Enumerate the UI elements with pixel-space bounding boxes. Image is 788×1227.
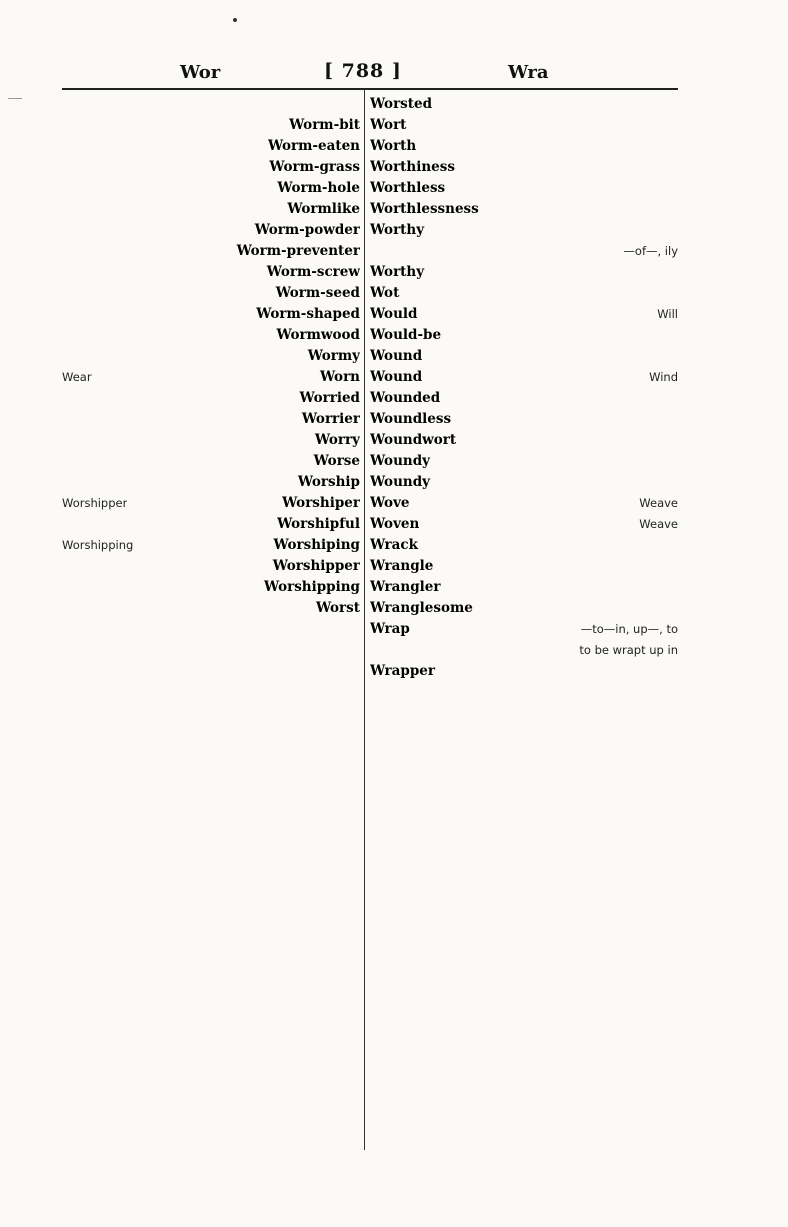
- headword: Worse: [313, 453, 360, 469]
- dictionary-entry: [370, 663, 678, 680]
- dictionary-entry: [370, 474, 678, 491]
- headword: Would: [370, 306, 418, 322]
- dictionary-entry: [62, 390, 360, 407]
- entry-headline: [62, 117, 360, 134]
- dictionary-entry: [62, 285, 360, 302]
- dictionary-entry: [370, 180, 678, 197]
- headword: Worthlessness: [370, 201, 479, 217]
- dictionary-entry: [62, 453, 360, 470]
- dictionary-entry: [62, 474, 360, 491]
- headword: Wound: [370, 348, 423, 364]
- page-header: [62, 58, 678, 86]
- headword: Wot: [370, 285, 400, 301]
- headword: Wrangle: [370, 558, 434, 574]
- dictionary-entry: [62, 516, 360, 533]
- entry-headline: [370, 138, 678, 155]
- entry-headline: [370, 642, 678, 659]
- dictionary-entry: [370, 411, 678, 428]
- headword: Worm-screw: [266, 264, 360, 280]
- entry-headline: [370, 474, 678, 491]
- headword: Worrier: [301, 411, 360, 427]
- headword: Worshiper: [282, 495, 360, 511]
- headword: Worshipping: [264, 579, 360, 595]
- page-number: [ 788 ]: [324, 60, 402, 82]
- dictionary-entry: [62, 180, 360, 197]
- dictionary-entry: [370, 600, 678, 617]
- entry-headline: [370, 411, 678, 428]
- entry-headline: [370, 243, 678, 260]
- headword: Woven: [370, 516, 420, 532]
- entry-headline: [370, 159, 678, 176]
- entry-headline: [62, 327, 360, 344]
- headword: Wounded: [370, 390, 441, 406]
- headword: Wranglesome: [370, 600, 473, 616]
- entry-headline: [62, 579, 360, 596]
- headword: Wormlike: [287, 201, 360, 217]
- headword: Worm-hole: [277, 180, 360, 196]
- dictionary-entry: [370, 243, 678, 260]
- dictionary-entry: [370, 264, 678, 281]
- definition-fragment: Worshipper: [62, 496, 128, 510]
- entry-headline: [62, 537, 360, 554]
- entry-headline: [62, 243, 360, 260]
- headword: Woundy: [370, 474, 430, 490]
- dictionary-entry: [62, 306, 360, 323]
- entry-headline: [62, 495, 360, 512]
- dictionary-entry: [62, 96, 360, 113]
- entry-headline: [370, 201, 678, 218]
- entry-headline: [370, 390, 678, 407]
- definition-fragment: to—in, up—, to—: [580, 622, 678, 636]
- right-column: [370, 96, 678, 1158]
- dictionary-entry: [370, 201, 678, 218]
- dictionary-entry: [62, 159, 360, 176]
- entry-headline: [370, 180, 678, 197]
- entry-headline: [62, 96, 360, 113]
- dictionary-entry: [62, 411, 360, 428]
- header-left-word: Wor: [180, 62, 221, 83]
- entry-headline: [370, 117, 678, 134]
- dictionary-entry: [62, 117, 360, 134]
- headword: Worshipful: [277, 516, 360, 532]
- headword: Worst: [315, 600, 360, 616]
- headword: Wove: [370, 495, 410, 511]
- dictionary-entry: [370, 642, 678, 659]
- entry-headline: [62, 558, 360, 575]
- definition-fragment: Wear: [62, 370, 92, 384]
- headword: Worm-bit: [289, 117, 360, 133]
- headword: Worm-seed: [275, 285, 360, 301]
- headword: Woundy: [370, 453, 430, 469]
- headword: Worthiness: [370, 159, 455, 175]
- dictionary-entry: [370, 579, 678, 596]
- headword: Wrack: [370, 537, 418, 553]
- entry-headline: [62, 453, 360, 470]
- dictionary-entry: [370, 516, 678, 533]
- headword: Worm-preventer: [236, 243, 360, 259]
- headword: Worshiping: [273, 537, 360, 553]
- dictionary-entry: [370, 138, 678, 155]
- entry-headline: [370, 96, 678, 113]
- entry-headline: [62, 201, 360, 218]
- headword: Worm-shaped: [256, 306, 360, 322]
- definition-fragment: of—, ily—: [623, 244, 678, 258]
- dictionary-entry: [62, 348, 360, 365]
- headword: Worth: [370, 138, 417, 154]
- entry-headline: [62, 600, 360, 617]
- headword: Wound: [370, 369, 423, 385]
- definition-fragment: Worshipping: [62, 538, 134, 552]
- entry-headline: [62, 516, 360, 533]
- dictionary-entry: [62, 201, 360, 218]
- headword: Worship: [297, 474, 360, 490]
- definition-fragment: Weave: [639, 496, 678, 510]
- dictionary-entry: [62, 579, 360, 596]
- entry-headline: [62, 474, 360, 491]
- dictionary-entry: [370, 222, 678, 239]
- headword: Worry: [314, 432, 360, 448]
- entry-headline: [370, 222, 678, 239]
- dictionary-entry: [370, 495, 678, 512]
- dictionary-entry: [370, 537, 678, 554]
- dictionary-entry: [62, 264, 360, 281]
- margin-tick: [8, 98, 22, 99]
- headword: Wort: [370, 117, 407, 133]
- dictionary-entry: [62, 327, 360, 344]
- entry-headline: [62, 159, 360, 176]
- dictionary-entry: [370, 285, 678, 302]
- entry-headline: [370, 306, 678, 323]
- dictionary-entry: [370, 159, 678, 176]
- dictionary-entry: [62, 222, 360, 239]
- dictionary-entry: [62, 243, 360, 260]
- dictionary-entry: [62, 600, 360, 617]
- entry-headline: [370, 600, 678, 617]
- entry-headline: [370, 327, 678, 344]
- entry-headline: [62, 222, 360, 239]
- entry-headline: [370, 453, 678, 470]
- entry-headline: [370, 285, 678, 302]
- dictionary-entry: [62, 138, 360, 155]
- definition-fragment: Wind: [649, 370, 678, 384]
- dictionary-entry: [62, 369, 360, 386]
- dictionary-entry: [62, 558, 360, 575]
- entry-headline: [370, 663, 678, 680]
- entry-headline: [370, 369, 678, 386]
- headword: Wormwood: [276, 327, 360, 343]
- dictionary-entry: [62, 432, 360, 449]
- headword: Would-be: [370, 327, 442, 343]
- dictionary-entry: [370, 327, 678, 344]
- definition-fragment: Weave: [639, 517, 678, 531]
- entry-headline: [62, 138, 360, 155]
- entry-headline: [62, 369, 360, 386]
- definition-fragment: Will: [657, 307, 678, 321]
- entry-headline: [370, 516, 678, 533]
- left-column: [62, 96, 360, 1158]
- headword: Worm-grass: [269, 159, 360, 175]
- entry-headline: [370, 621, 678, 638]
- dictionary-entry: [370, 432, 678, 449]
- headword: Worried: [299, 390, 360, 406]
- column-divider: [364, 90, 365, 1150]
- dictionary-entry: [370, 348, 678, 365]
- dictionary-entry: [370, 558, 678, 575]
- headword: Worn: [320, 369, 360, 385]
- headword: Woundwort: [370, 432, 457, 448]
- entry-headline: [62, 390, 360, 407]
- headword: Wormy: [307, 348, 360, 364]
- entry-headline: [370, 579, 678, 596]
- entry-headline: [370, 495, 678, 512]
- dictionary-entry: [370, 117, 678, 134]
- entry-headline: [62, 411, 360, 428]
- entry-headline: [62, 180, 360, 197]
- dictionary-entry: [370, 96, 678, 113]
- headword: Wrangler: [370, 579, 441, 595]
- entry-headline: [370, 264, 678, 281]
- dictionary-entry: [370, 369, 678, 386]
- dictionary-entry: [62, 537, 360, 554]
- dictionary-entry: [370, 390, 678, 407]
- entry-headline: [62, 285, 360, 302]
- entry-headline: [62, 348, 360, 365]
- header-rule: [62, 88, 678, 90]
- entry-headline: [370, 558, 678, 575]
- headword: Worm-eaten: [267, 138, 360, 154]
- entry-headline: [62, 306, 360, 323]
- headword: Wrapper: [370, 663, 435, 679]
- headword: Worthless: [370, 180, 446, 196]
- headword: Wrap: [370, 621, 410, 637]
- headword: Worthy: [370, 222, 425, 238]
- entry-headline: [370, 432, 678, 449]
- headword: Woundless: [370, 411, 452, 427]
- entry-headline: [370, 537, 678, 554]
- entry-headline: [62, 264, 360, 281]
- entry-headline: [370, 348, 678, 365]
- dictionary-entry: [370, 306, 678, 323]
- dictionary-entry: [370, 453, 678, 470]
- definition-fragment: to be wrapt up in: [579, 643, 678, 657]
- dictionary-entry: [62, 495, 360, 512]
- dictionary-entry: [370, 621, 678, 638]
- speck-mark: [233, 18, 237, 22]
- headword: Worsted: [370, 96, 433, 112]
- entry-headline: [62, 432, 360, 449]
- headword: Worshipper: [272, 558, 360, 574]
- headword: Worm-powder: [254, 222, 360, 238]
- header-right-word: Wra: [508, 62, 549, 83]
- headword: Worthy: [370, 264, 425, 280]
